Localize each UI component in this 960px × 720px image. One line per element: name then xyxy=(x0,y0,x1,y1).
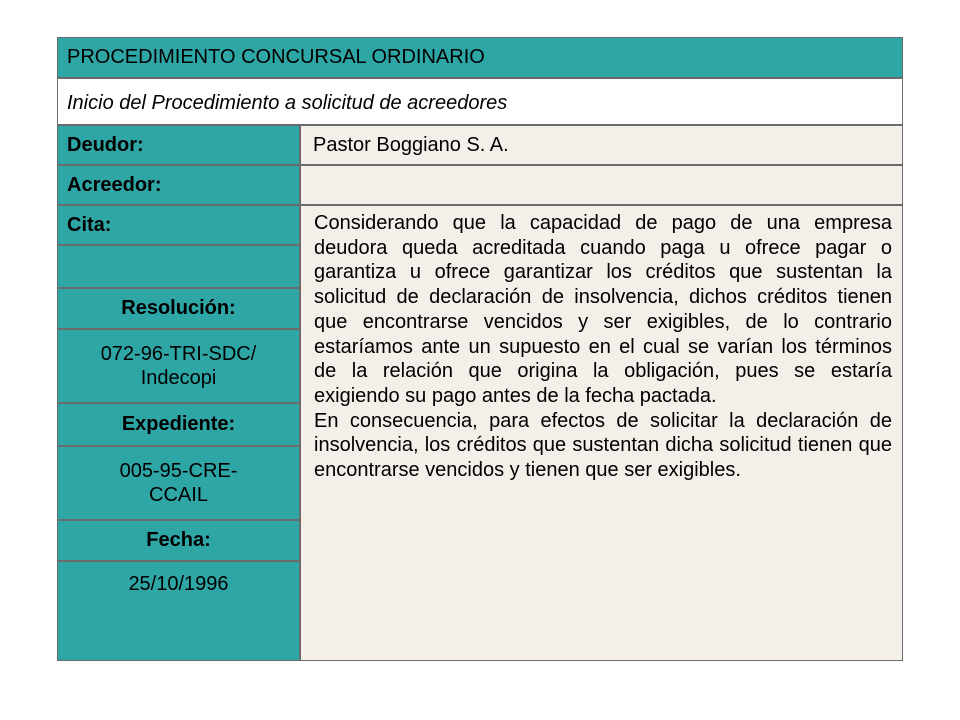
resolucion-label: Resolución: xyxy=(57,288,300,329)
expediente-label: Expediente: xyxy=(57,403,300,446)
fecha-label: Fecha: xyxy=(57,520,300,561)
document-title: PROCEDIMIENTO CONCURSAL ORDINARIO xyxy=(57,37,903,78)
acreedor-value xyxy=(300,165,903,205)
expediente-value: 005-95-CRE- CCAIL xyxy=(57,446,300,520)
fecha-value: 25/10/1996 xyxy=(57,561,300,661)
acreedor-label: Acreedor: xyxy=(57,165,300,205)
deudor-value: Pastor Boggiano S. A. xyxy=(300,125,903,165)
empty-cell xyxy=(57,245,300,288)
cita-label: Cita: xyxy=(57,205,300,245)
deudor-label: Deudor: xyxy=(57,125,300,165)
document-subtitle: Inicio del Procedimiento a solicitud de acreedores xyxy=(57,78,903,125)
cita-text xyxy=(300,205,903,661)
cita-paragraph: Considerando que la capacidad de pago de una empresa deudora queda acreditada cuando paga u ofrece pagar o garantiza u ofrece garantizar los créditos que sustentan la solicitud de declaración de insolvencia, dichos créditos tienen que encontrarse vencidos y ser exigibles, de lo contrario estaríamos ante un supuesto en el cual se varían los términos de la relación que origina la obligación, pues se estaría exigiendo su pago antes de la fecha pactada. xyxy=(314,212,892,407)
cita-paragraph: En consecuencia, para efectos de solicitar la declaración de insolvencia, los créditos que sustentan dicha solicitud tienen que encontrarse vencidos y tienen que ser exigibles. xyxy=(314,409,892,482)
resolucion-value: 072-96-TRI-SDC/ Indecopi xyxy=(57,329,300,403)
